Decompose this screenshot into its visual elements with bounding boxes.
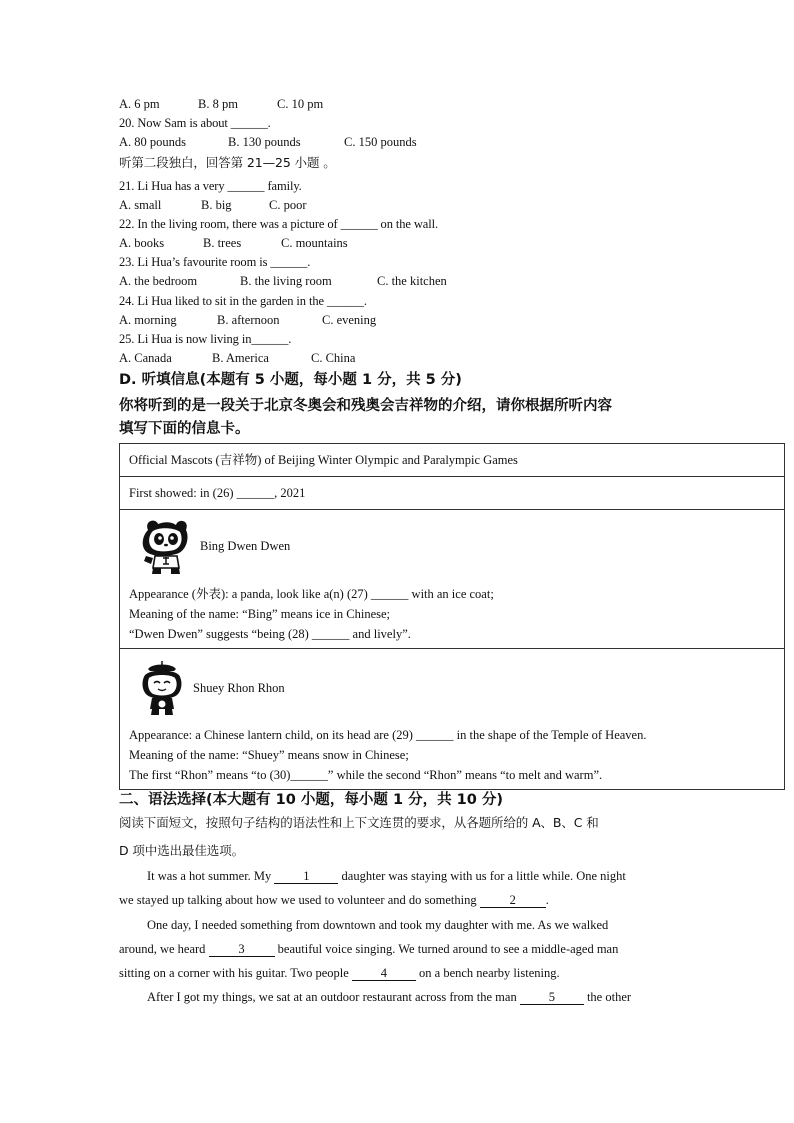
- q25-option-a: A. Canada: [119, 351, 172, 365]
- passage-text: sitting on a corner with his guitar. Two people: [119, 966, 352, 980]
- passage-text: on a bench nearby listening.: [415, 966, 560, 980]
- passage-text: we stayed up talking about how we used to volunteer and do something: [119, 893, 480, 907]
- q22-option-c: C. mountains: [281, 236, 348, 250]
- q24-option-c: C. evening: [322, 313, 377, 327]
- blank-3[interactable]: 3: [209, 942, 275, 957]
- mascot1-meaning-2: “Dwen Dwen” suggests “being (28) ______ and lively”.: [129, 627, 411, 641]
- blank-4[interactable]: 4: [352, 966, 416, 981]
- q19-option-a: A. 6 pm: [119, 97, 160, 111]
- q23-option-c: C. the kitchen: [377, 274, 447, 288]
- passage-text: daughter was staying with us for a little while. One night: [338, 869, 626, 883]
- q24-stem: 24. Li Hua liked to sit in the garden in the ______.: [119, 294, 367, 308]
- q19-option-c: C. 10 pm: [277, 97, 324, 111]
- q22-option-b: B. trees: [203, 236, 242, 250]
- part2-intro: 听第二段独白，回答第 21—25 小题 。: [119, 155, 336, 170]
- q25-option-c: C. China: [311, 351, 356, 365]
- q25-option-b: B. America: [212, 351, 269, 365]
- section-ii-instruction-2: D 项中选出最佳选项。: [119, 843, 244, 858]
- q21-option-c: C. poor: [269, 198, 307, 212]
- mascot2-meaning-1: Meaning of the name: “Shuey” means snow in Chinese;: [129, 748, 409, 762]
- q19-option-b: B. 8 pm: [198, 97, 238, 111]
- mascot1-appearance: Appearance (外表): a panda, look like a(n) (27) ______ with an ice coat;: [129, 587, 494, 601]
- passage-line-1: [119, 864, 707, 888]
- mascot1-cell: [120, 510, 785, 649]
- passage-text: beautiful voice singing. We turned around to see a middle-aged man: [274, 942, 619, 956]
- q23-option-a: A. the bedroom: [119, 274, 198, 288]
- info-card-table: [119, 443, 785, 790]
- q24-option-a: A. morning: [119, 313, 177, 327]
- mascot2-cell: [120, 649, 785, 790]
- passage-text: After I got my things, we sat at an outdoor restaurant across from the man: [147, 990, 520, 1004]
- q21-stem: 21. Li Hua has a very ______ family.: [119, 179, 302, 193]
- blank-5[interactable]: 5: [520, 990, 584, 1005]
- passage-text: .: [545, 893, 549, 907]
- bing-dwen-dwen-image: [136, 516, 192, 576]
- section-ii-instruction-1: 阅读下面短文，按照句子结构的语法性和上下文连贯的要求，从各题所给的 A、B、C 和: [119, 815, 599, 830]
- section-d-instruction-2: 填写下面的信息卡。: [119, 421, 250, 437]
- info-card-title: Official Mascots (吉祥物) of Beijing Winter Olympic and Paralympic Games: [120, 444, 785, 477]
- blank-1[interactable]: 1: [274, 869, 338, 884]
- blank-2[interactable]: 2: [480, 893, 546, 908]
- q21-option-a: A. small: [119, 198, 162, 212]
- section-d-instruction-1: 你将听到的是一段关于北京冬奥会和残奥会吉祥物的介绍，请你根据所听内容: [119, 398, 612, 414]
- passage-text: It was a hot summer. My: [147, 869, 275, 883]
- passage-line-6: [119, 985, 707, 1009]
- q20-option-b: B. 130 pounds: [228, 135, 301, 149]
- first-showed-row: First showed: in (26) ______, 2021: [120, 477, 785, 510]
- q20-option-a: A. 80 pounds: [119, 135, 187, 149]
- q20-option-c: C. 150 pounds: [344, 135, 417, 149]
- shuey-rhon-rhon-image: [139, 659, 185, 717]
- q23-stem: 23. Li Hua’s favourite room is ______.: [119, 255, 311, 269]
- q22-stem: 22. In the living room, there was a picture of ______ on the wall.: [119, 217, 439, 231]
- q24-option-b: B. afternoon: [217, 313, 280, 327]
- q20-stem: 20. Now Sam is about ______.: [119, 116, 271, 130]
- q21-option-b: B. big: [201, 198, 232, 212]
- q25-stem: 25. Li Hua is now living in______.: [119, 332, 292, 346]
- passage-line-3: One day, I needed something from downtown and took my daughter with me. As we walked: [147, 918, 609, 932]
- passage-line-4: [119, 937, 679, 961]
- q23-option-b: B. the living room: [240, 274, 332, 288]
- mascot1-name: Bing Dwen Dwen: [200, 538, 291, 553]
- section-ii-title: 二、语法选择(本大题有 10 小题，每小题 1 分，共 10 分): [119, 792, 503, 808]
- mascot2-name: Shuey Rhon Rhon: [193, 680, 285, 695]
- passage-line-5: [119, 961, 679, 985]
- passage-text: around, we heard: [119, 942, 209, 956]
- mascot1-meaning-1: Meaning of the name: “Bing” means ice in Chinese;: [129, 607, 391, 621]
- passage-line-2: [119, 888, 679, 912]
- passage-text: the other: [583, 990, 632, 1004]
- q22-option-a: A. books: [119, 236, 165, 250]
- mascot2-appearance: Appearance: a Chinese lantern child, on its head are (29) ______ in the shape of the Temple of Heaven.: [129, 728, 647, 742]
- section-d-title: D. 听填信息(本题有 5 小题，每小题 1 分，共 5 分): [119, 372, 462, 388]
- mascot2-meaning-2: The first “Rhon” means “to (30)______” while the second “Rhon” means “to melt and warm”.: [129, 768, 603, 782]
